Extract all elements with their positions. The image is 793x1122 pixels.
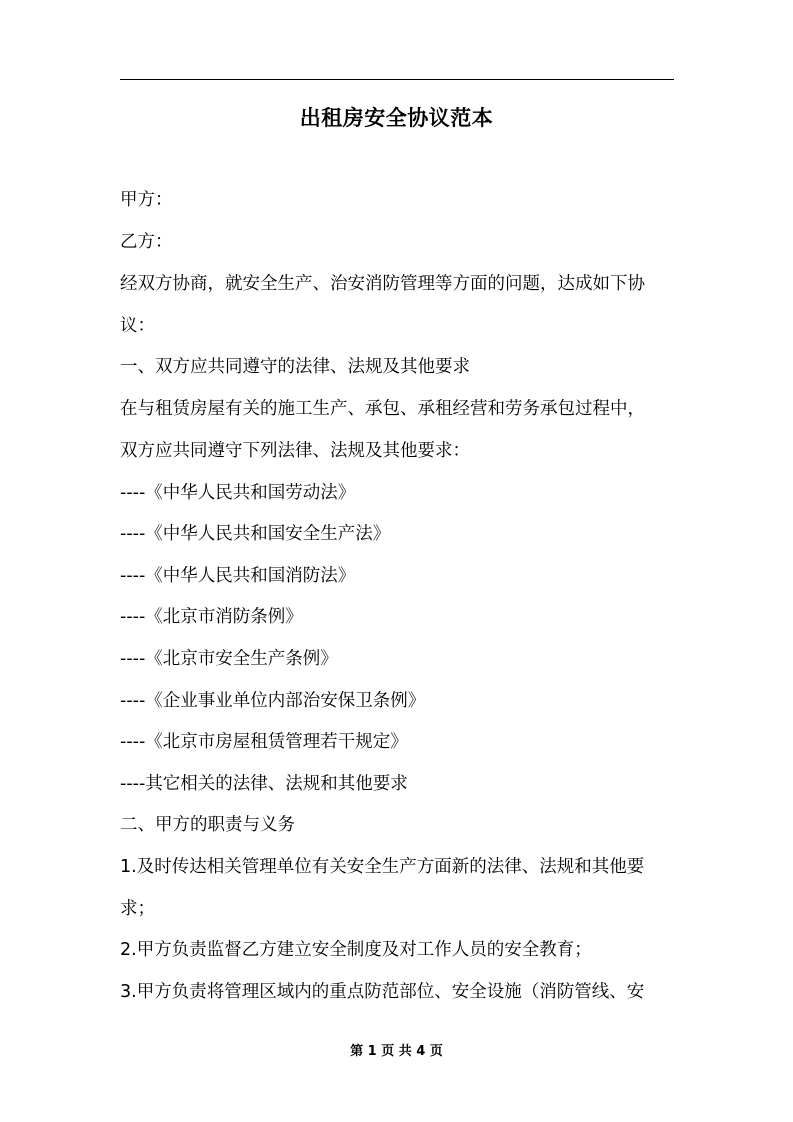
numbered-clause: 1.及时传达相关管理单位有关安全生产方面新的法律、法规和其他要 bbox=[120, 857, 645, 877]
numbered-clause: 3.甲方负责将管理区域内的重点防范部位、安全设施（消防管线、安 bbox=[120, 982, 645, 1002]
header-rule bbox=[120, 79, 674, 80]
law-list-item: ----《企业事业单位内部治安保卫条例》 bbox=[120, 691, 426, 711]
paragraph-line: 经双方协商，就安全生产、治安消防管理等方面的问题，达成如下协 bbox=[120, 274, 645, 294]
numbered-clause: 2.甲方负责监督乙方建立安全制度及对工作人员的安全教育； bbox=[120, 940, 592, 960]
party-b-line: 乙方： bbox=[120, 232, 173, 252]
law-list-item: ----《中华人民共和国消防法》 bbox=[120, 566, 356, 586]
law-list-item: ----《中华人民共和国劳动法》 bbox=[120, 483, 356, 503]
law-list-item: ----《北京市安全生产条例》 bbox=[120, 649, 338, 669]
page-number: 第 1 页 共 4 页 bbox=[350, 1044, 443, 1059]
document-title: 出租房安全协议范本 bbox=[299, 106, 494, 130]
paragraph-line: 在与租赁房屋有关的施工生产、承包、承租经营和劳务承包过程中， bbox=[120, 399, 645, 419]
section-heading: 二、甲方的职责与义务 bbox=[120, 815, 295, 835]
law-list-item: ----《中华人民共和国安全生产法》 bbox=[120, 524, 391, 544]
law-list-item: ----其它相关的法律、法规和其他要求 bbox=[120, 774, 408, 794]
party-a-line: 甲方： bbox=[120, 190, 173, 210]
law-list-item: ----《北京市房屋租赁管理若干规定》 bbox=[120, 732, 408, 752]
numbered-clause: 求； bbox=[120, 899, 155, 919]
paragraph-line: 双方应共同遵守下列法律、法规及其他要求： bbox=[120, 441, 470, 461]
law-list-item: ----《北京市消防条例》 bbox=[120, 607, 303, 627]
section-heading: 一、双方应共同遵守的法律、法规及其他要求 bbox=[120, 357, 470, 377]
paragraph-line: 议： bbox=[120, 316, 155, 336]
